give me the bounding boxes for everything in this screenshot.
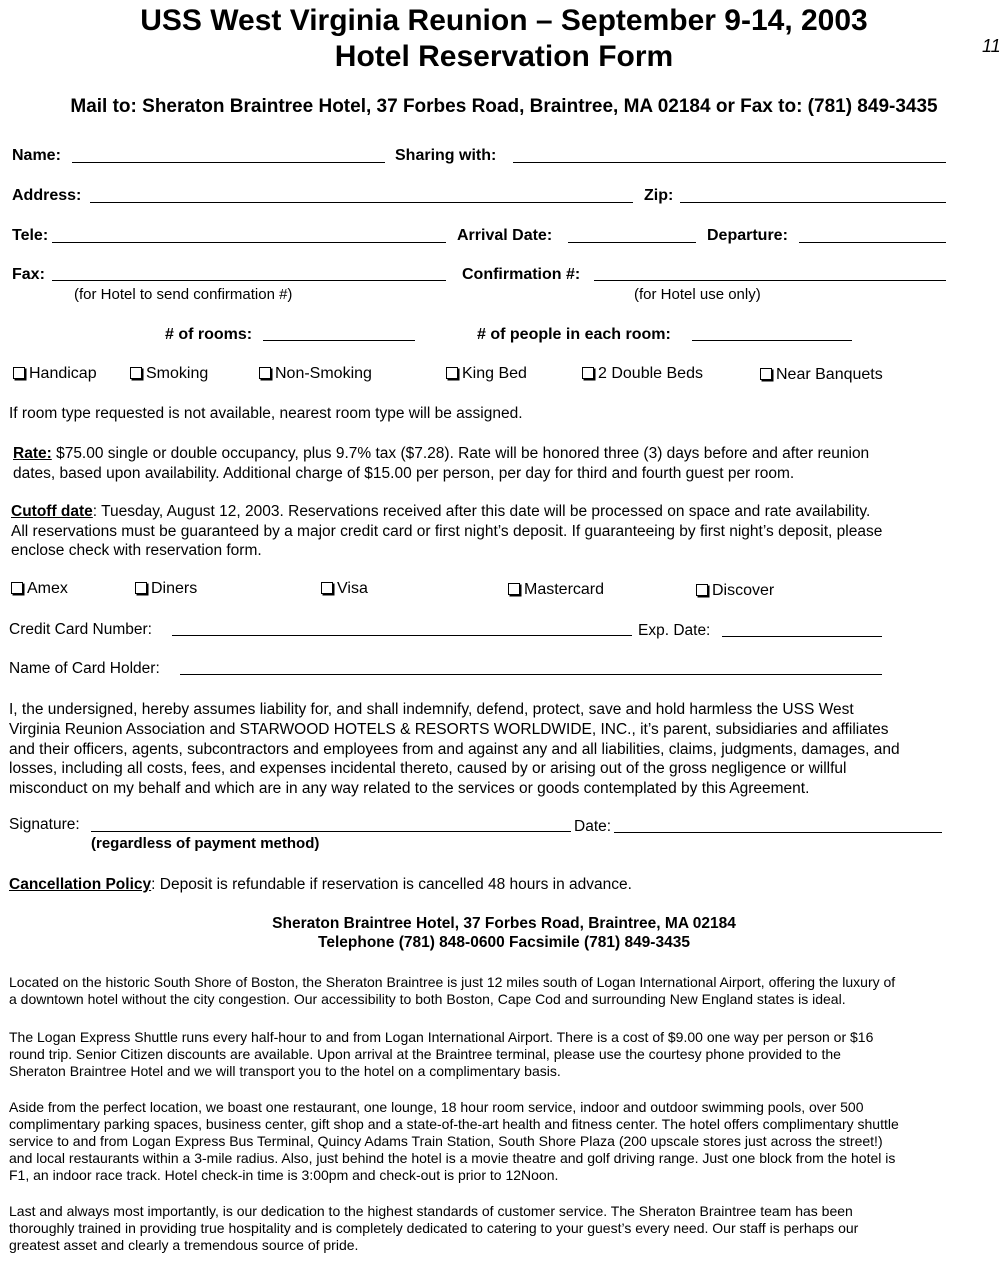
info-p1-line-2: a downtown hotel without the city congestion. Our accessibility to both Boston, Cape Cod and surrounding New England states is ideal. bbox=[9, 991, 846, 1007]
info-p4-line-1: Last and always most importantly, is our dedication to the highest standards of customer service. The Sheraton Braintree team has been bbox=[9, 1203, 853, 1219]
info-p4-line-2: thoroughly trained in providing true hospitality and is completely dedicated to catering to your guest’s every need. Our staff is perhaps our bbox=[9, 1220, 859, 1236]
info-p3-line-4: and local restaurants within a 3-mile radius. Also, just behind the hotel is a movie theatre and golf driving range. Just one block from the hotel is bbox=[9, 1150, 896, 1166]
signature-note: (regardless of payment method) bbox=[91, 835, 320, 852]
card-discover[interactable]: Discover bbox=[696, 582, 774, 600]
card-amex[interactable]: Amex bbox=[11, 580, 68, 598]
card-number-label: Credit Card Number: bbox=[9, 621, 152, 638]
option-non-smoking[interactable]: Non-Smoking bbox=[259, 365, 372, 383]
cutoff-label: Cutoff date bbox=[11, 503, 93, 520]
checkbox-icon bbox=[11, 582, 23, 594]
cutoff-line-1: Cutoff date: Tuesday, August 12, 2003. Reservations received after this date will be processed on space and rate availability. bbox=[11, 503, 871, 520]
checkbox-icon bbox=[321, 582, 333, 594]
option-smoking[interactable]: Smoking bbox=[130, 365, 208, 383]
info-p2-line-2: round trip. Senior Citizen discounts are available. Upon arrival at the Braintree terminal, please use the courtesy phone provided to the bbox=[9, 1046, 841, 1062]
cancellation-policy: Cancellation Policy: Deposit is refundable if reservation is cancelled 48 hours in advance. bbox=[9, 876, 632, 893]
people-label: # of people in each room: bbox=[477, 326, 671, 343]
liability-line-5: misconduct on my behalf and which are in any way related to the services or goods contemplated by this Agreement. bbox=[9, 780, 810, 797]
hotel-phone: Telephone (781) 848-0600 Facsimile (781) 849-3435 bbox=[318, 934, 690, 951]
hotel-address: Sheraton Braintree Hotel, 37 Forbes Road, Braintree, MA 02184 bbox=[272, 915, 736, 932]
liability-line-3: and their officers, agents, subcontractors and employees from and against any and all liabilities, claims, judgments, damages, and bbox=[9, 741, 900, 758]
signature-field[interactable] bbox=[91, 831, 571, 832]
confirmation-field[interactable] bbox=[594, 280, 946, 281]
sharing-field[interactable] bbox=[513, 162, 946, 163]
info-p2-line-1: The Logan Express Shuttle runs every half-hour to and from Logan International Airport. There is a cost of $9.00 one way per person or $16 bbox=[9, 1029, 874, 1045]
people-field[interactable] bbox=[692, 340, 852, 341]
exp-date-label: Exp. Date: bbox=[638, 622, 711, 639]
checkbox-icon bbox=[760, 368, 772, 380]
card-holder-label: Name of Card Holder: bbox=[9, 660, 160, 677]
card-holder-field[interactable] bbox=[180, 674, 882, 675]
form-title: USS West Virginia Reunion – September 9-14, 2003 bbox=[140, 4, 868, 37]
checkbox-icon bbox=[135, 582, 147, 594]
checkbox-icon bbox=[259, 367, 271, 379]
signature-date-field[interactable] bbox=[614, 832, 942, 833]
rate-line-1: Rate: $75.00 single or double occupancy, plus 9.7% tax ($7.28). Rate will be honored three (3) days before and after reunion bbox=[13, 445, 870, 462]
form-subtitle: Hotel Reservation Form bbox=[334, 40, 674, 73]
cancellation-label: Cancellation Policy bbox=[9, 876, 152, 893]
checkbox-icon bbox=[446, 367, 458, 379]
info-p4-line-3: greatest asset and clearly a tremendous source of pride. bbox=[9, 1237, 359, 1253]
address-label: Address: bbox=[12, 187, 82, 204]
tele-field[interactable] bbox=[52, 242, 446, 243]
checkbox-icon bbox=[696, 584, 708, 596]
card-mastercard[interactable]: Mastercard bbox=[508, 581, 604, 599]
rate-label: Rate: bbox=[13, 445, 52, 462]
cutoff-line-3: enclose check with reservation form. bbox=[11, 542, 262, 559]
info-p3-line-1: Aside from the perfect location, we boast one restaurant, one lounge, 18 hour room service, indoor and outdoor swimming pools, over 500 bbox=[9, 1099, 864, 1115]
sharing-label: Sharing with: bbox=[395, 147, 497, 164]
arrival-field[interactable] bbox=[568, 242, 696, 243]
fax-field[interactable] bbox=[52, 280, 446, 281]
zip-label: Zip: bbox=[644, 187, 674, 204]
address-field[interactable] bbox=[90, 202, 633, 203]
info-p3-line-3: service to and from Logan Express Bus Terminal, Quincy Adams Train Station, South Shore Plaza (200 upscale stores just across the street!) bbox=[9, 1133, 883, 1149]
checkbox-icon bbox=[13, 367, 25, 379]
card-visa[interactable]: Visa bbox=[321, 580, 368, 598]
card-number-field[interactable] bbox=[172, 635, 632, 636]
fax-label: Fax: bbox=[12, 266, 45, 283]
liability-line-4: losses, including all costs, fees, and expenses incidental thereto, caused by or arising out of the gross negligence or willful bbox=[9, 760, 847, 777]
info-p2-line-3: Sheraton Braintree Hotel and we will transport you to the hotel on a complimentary basis. bbox=[9, 1063, 561, 1079]
confirmation-note: (for Hotel use only) bbox=[634, 286, 761, 303]
card-diners[interactable]: Diners bbox=[135, 580, 197, 598]
name-label: Name: bbox=[12, 147, 61, 164]
arrival-label: Arrival Date: bbox=[457, 227, 553, 244]
rooms-field[interactable] bbox=[263, 340, 415, 341]
checkbox-icon bbox=[130, 367, 142, 379]
info-p3-line-5: F1, an indoor race track. Hotel check-in time is 3:00pm and check-out is prior to 12Noon. bbox=[9, 1167, 559, 1183]
exp-date-field[interactable] bbox=[722, 636, 882, 637]
rooms-label: # of rooms: bbox=[165, 326, 253, 343]
departure-label: Departure: bbox=[707, 227, 788, 244]
signature-label: Signature: bbox=[9, 816, 80, 833]
option-2-double-beds[interactable]: 2 Double Beds bbox=[582, 365, 703, 383]
mail-to-line: Mail to: Sheraton Braintree Hotel, 37 Forbes Road, Braintree, MA 02184 or Fax to: (781) 849-3435 bbox=[70, 96, 938, 117]
liability-line-1: I, the undersigned, hereby assumes liability for, and shall indemnify, defend, protect, save and hold harmless the USS West bbox=[9, 701, 854, 718]
checkbox-icon bbox=[508, 583, 520, 595]
option-king-bed[interactable]: King Bed bbox=[446, 365, 527, 383]
info-p1-line-1: Located on the historic South Shore of Boston, the Sheraton Braintree is just 12 miles south of Logan International Airport, offering the luxury of bbox=[9, 974, 896, 990]
room-type-note: If room type requested is not available, nearest room type will be assigned. bbox=[9, 405, 523, 422]
confirmation-label: Confirmation #: bbox=[462, 266, 581, 283]
checkbox-icon bbox=[582, 367, 594, 379]
name-field[interactable] bbox=[72, 162, 385, 163]
tele-label: Tele: bbox=[12, 227, 49, 244]
departure-field[interactable] bbox=[799, 242, 946, 243]
fax-note: (for Hotel to send confirmation #) bbox=[74, 286, 293, 303]
liability-line-2: Virginia Reunion Association and STARWOOD HOTELS & RESORTS WORLDWIDE, INC., it’s parent, subsidiaries and affiliates bbox=[9, 721, 889, 738]
corner-mark: 11 bbox=[982, 36, 1001, 56]
option-near-banquets[interactable]: Near Banquets bbox=[760, 366, 883, 384]
zip-field[interactable] bbox=[680, 202, 946, 203]
signature-date-label: Date: bbox=[574, 818, 612, 835]
cutoff-line-2: All reservations must be guaranteed by a major credit card or first night’s deposit. If guaranteeing by first night’s deposit, please bbox=[11, 523, 883, 540]
option-handicap[interactable]: Handicap bbox=[13, 365, 97, 383]
rate-line-2: dates, based upon availability. Additional charge of $15.00 per person, per day for third and fourth guest per room. bbox=[13, 465, 795, 482]
info-p3-line-2: complimentary parking spaces, business center, gift shop and a state-of-the-art health and fitness center. The hotel offers complimentary shuttle bbox=[9, 1116, 899, 1132]
